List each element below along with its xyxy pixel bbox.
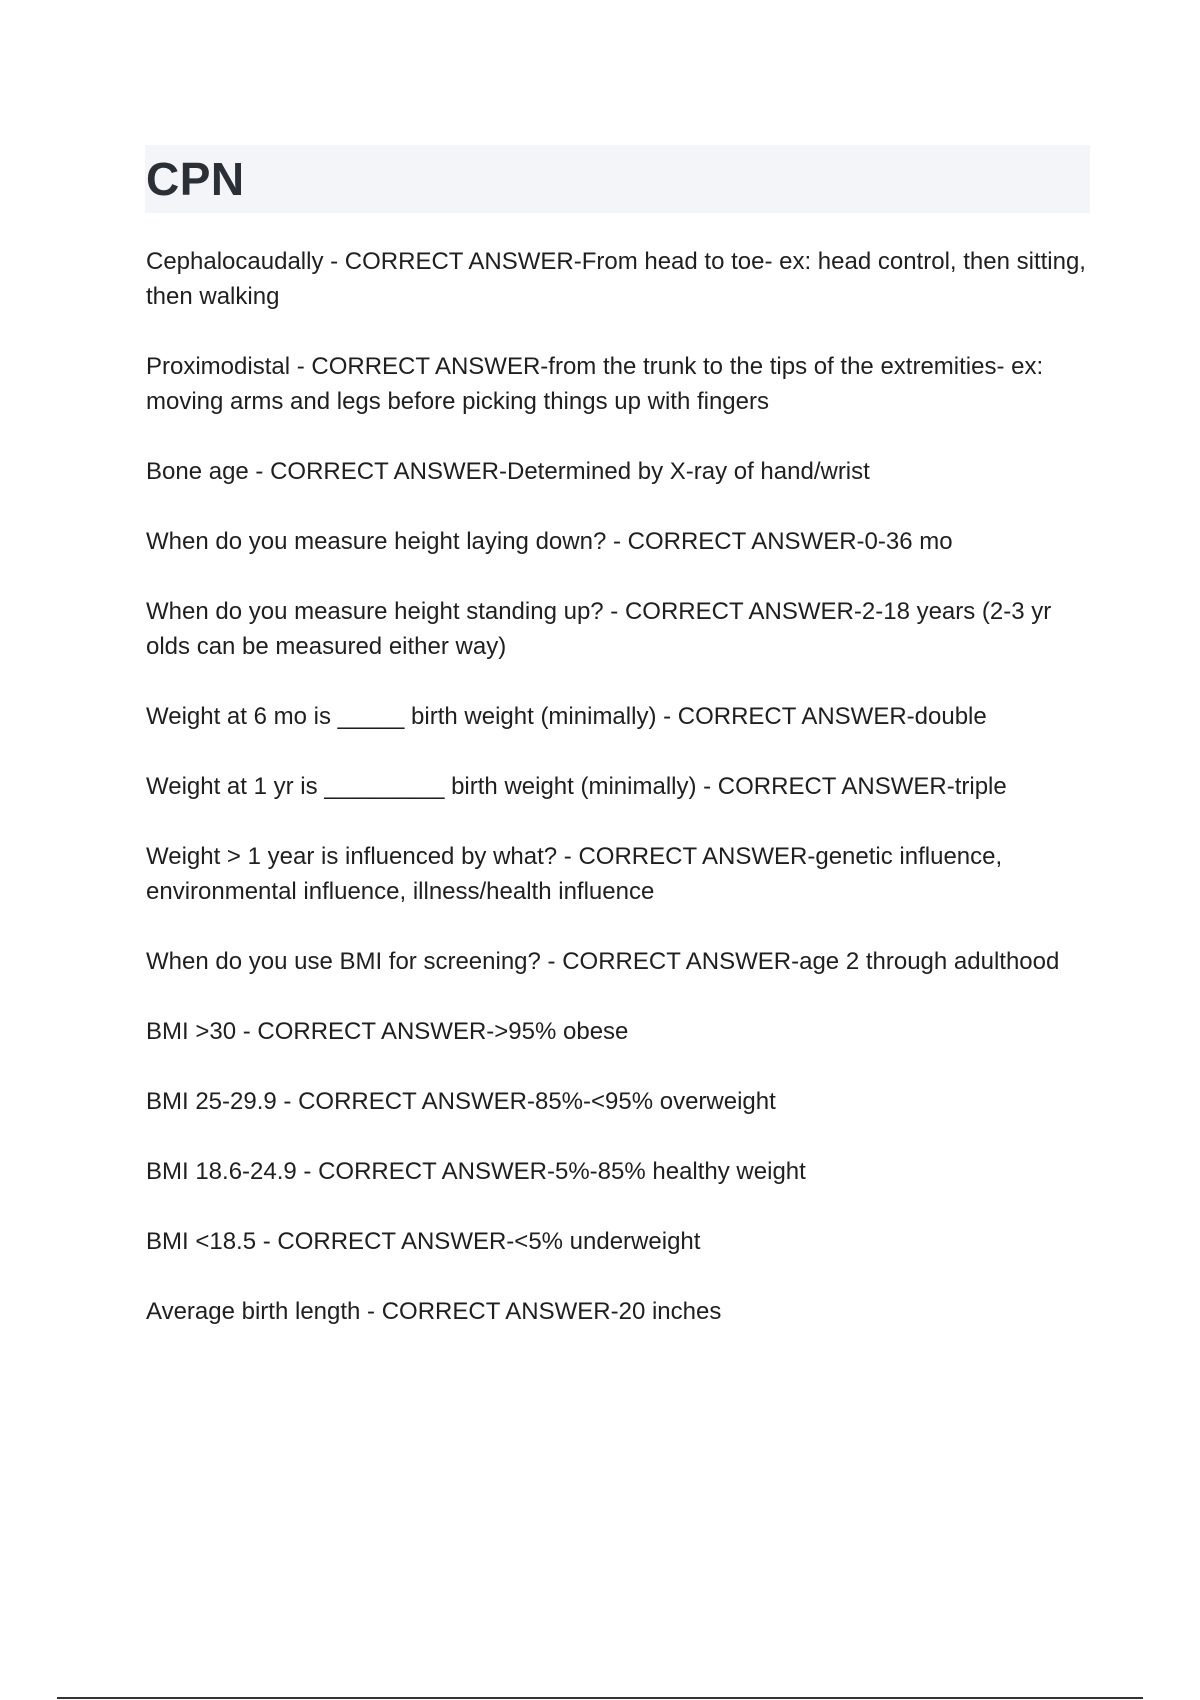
qa-entry: Weight > 1 year is influenced by what? - CORRECT ANSWER-genetic influence, environmental influence, illness/health influence xyxy=(146,843,1003,905)
qa-entry: BMI 25-29.9 - CORRECT ANSWER-85%-<95% overweight xyxy=(146,1088,776,1115)
qa-entry: BMI >30 - CORRECT ANSWER->95% obese xyxy=(146,1018,629,1045)
qa-entry: Weight at 1 yr is _________ birth weight (minimally) - CORRECT ANSWER-triple xyxy=(146,773,1007,800)
qa-entry: When do you use BMI for screening? - CORRECT ANSWER-age 2 through adulthood xyxy=(146,948,1060,975)
qa-entry: Cephalocaudally - CORRECT ANSWER-From head to toe- ex: head control, then sitting, then walking xyxy=(146,248,1086,310)
bottom-rule xyxy=(57,1697,1143,1699)
page-title: CPN xyxy=(146,153,245,205)
title-band xyxy=(145,145,1090,213)
qa-entry: When do you measure height laying down? - CORRECT ANSWER-0-36 mo xyxy=(146,528,953,555)
qa-entry: Proximodistal - CORRECT ANSWER-from the trunk to the tips of the extremities- ex: moving arms and legs before picking things up with fingers xyxy=(146,353,1044,415)
qa-entry: BMI <18.5 - CORRECT ANSWER-<5% underweight xyxy=(146,1228,701,1255)
qa-entry: Bone age - CORRECT ANSWER-Determined by X-ray of hand/wrist xyxy=(146,458,870,485)
qa-entry: Average birth length - CORRECT ANSWER-20 inches xyxy=(146,1298,722,1325)
qa-entry: Weight at 6 mo is _____ birth weight (minimally) - CORRECT ANSWER-double xyxy=(146,703,987,730)
qa-entry: BMI 18.6-24.9 - CORRECT ANSWER-5%-85% healthy weight xyxy=(146,1158,806,1185)
qa-list xyxy=(146,244,1091,1364)
qa-entry: When do you measure height standing up? - CORRECT ANSWER-2-18 years (2-3 yr olds can be measured either way) xyxy=(146,598,1052,660)
